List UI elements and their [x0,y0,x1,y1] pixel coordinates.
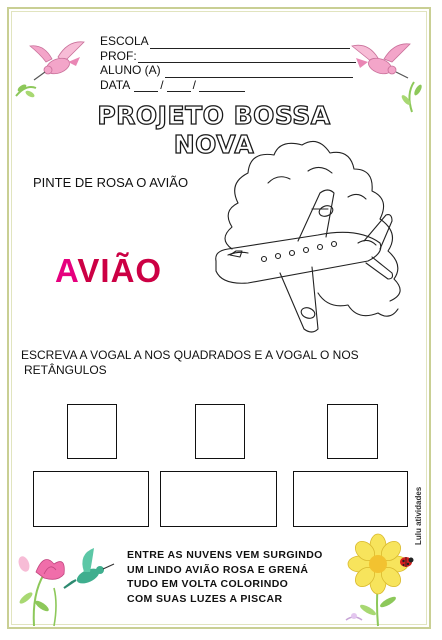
word-first-letter: A [55,252,78,289]
write-instruction-line1: ESCREVA A VOGAL A NOS QUADRADOS E A VOGAL O NOS [21,348,359,362]
student-label: ALUNO (A) [100,63,161,77]
teacher-field[interactable] [100,49,356,64]
word-rest: VIÃO [77,252,163,289]
date-month-line[interactable] [167,81,191,92]
vowel-square-2[interactable] [195,404,245,459]
teacher-label: PROF: [100,48,137,63]
write-instruction-line2: RETÂNGULOS [24,363,107,377]
date-field[interactable] [100,78,356,93]
poem-line-4: COM SUAS LUZES A PISCAR [127,593,283,606]
school-line[interactable] [150,38,350,49]
school-field[interactable] [100,34,356,49]
vowel-square-3[interactable] [327,404,378,459]
vowel-rectangle-3[interactable] [293,471,408,527]
flower-hummingbird-bottom-left-icon [14,534,124,626]
date-separator-2: / [192,77,196,92]
paint-instruction: PINTE DE ROSA O AVIÃO [33,175,189,190]
poem-line-2: UM LINDO AVIÃO ROSA E GRENÁ [127,563,309,576]
student-field[interactable] [100,63,356,78]
airplane-clouds-illustration [208,133,413,348]
poem-line-3: TUDO EM VOLTA COLORINDO [127,578,289,591]
word-aviao [55,252,162,290]
school-label: ESCOLA [100,34,149,48]
signature: Lulu atividades [414,486,423,545]
date-label: DATA [100,77,131,92]
ladybug-icon [400,557,414,567]
student-line[interactable] [165,67,353,78]
vowel-square-1[interactable] [67,404,117,459]
header-fields [100,34,356,92]
flower-bottom-right-icon [340,532,420,626]
write-instruction [21,348,421,378]
vowel-rectangle-2[interactable] [160,471,277,527]
vowel-rectangle-1[interactable] [33,471,149,527]
poem-line-1: ENTRE AS NUVENS VEM SURGINDO [127,549,323,561]
project-title: PROJETO BOSSA NOVA [62,101,366,159]
poem [127,548,323,607]
date-day-line[interactable] [134,81,158,92]
date-year-line[interactable] [199,81,245,92]
date-separator-1: / [160,77,164,92]
teacher-line[interactable] [138,52,356,63]
